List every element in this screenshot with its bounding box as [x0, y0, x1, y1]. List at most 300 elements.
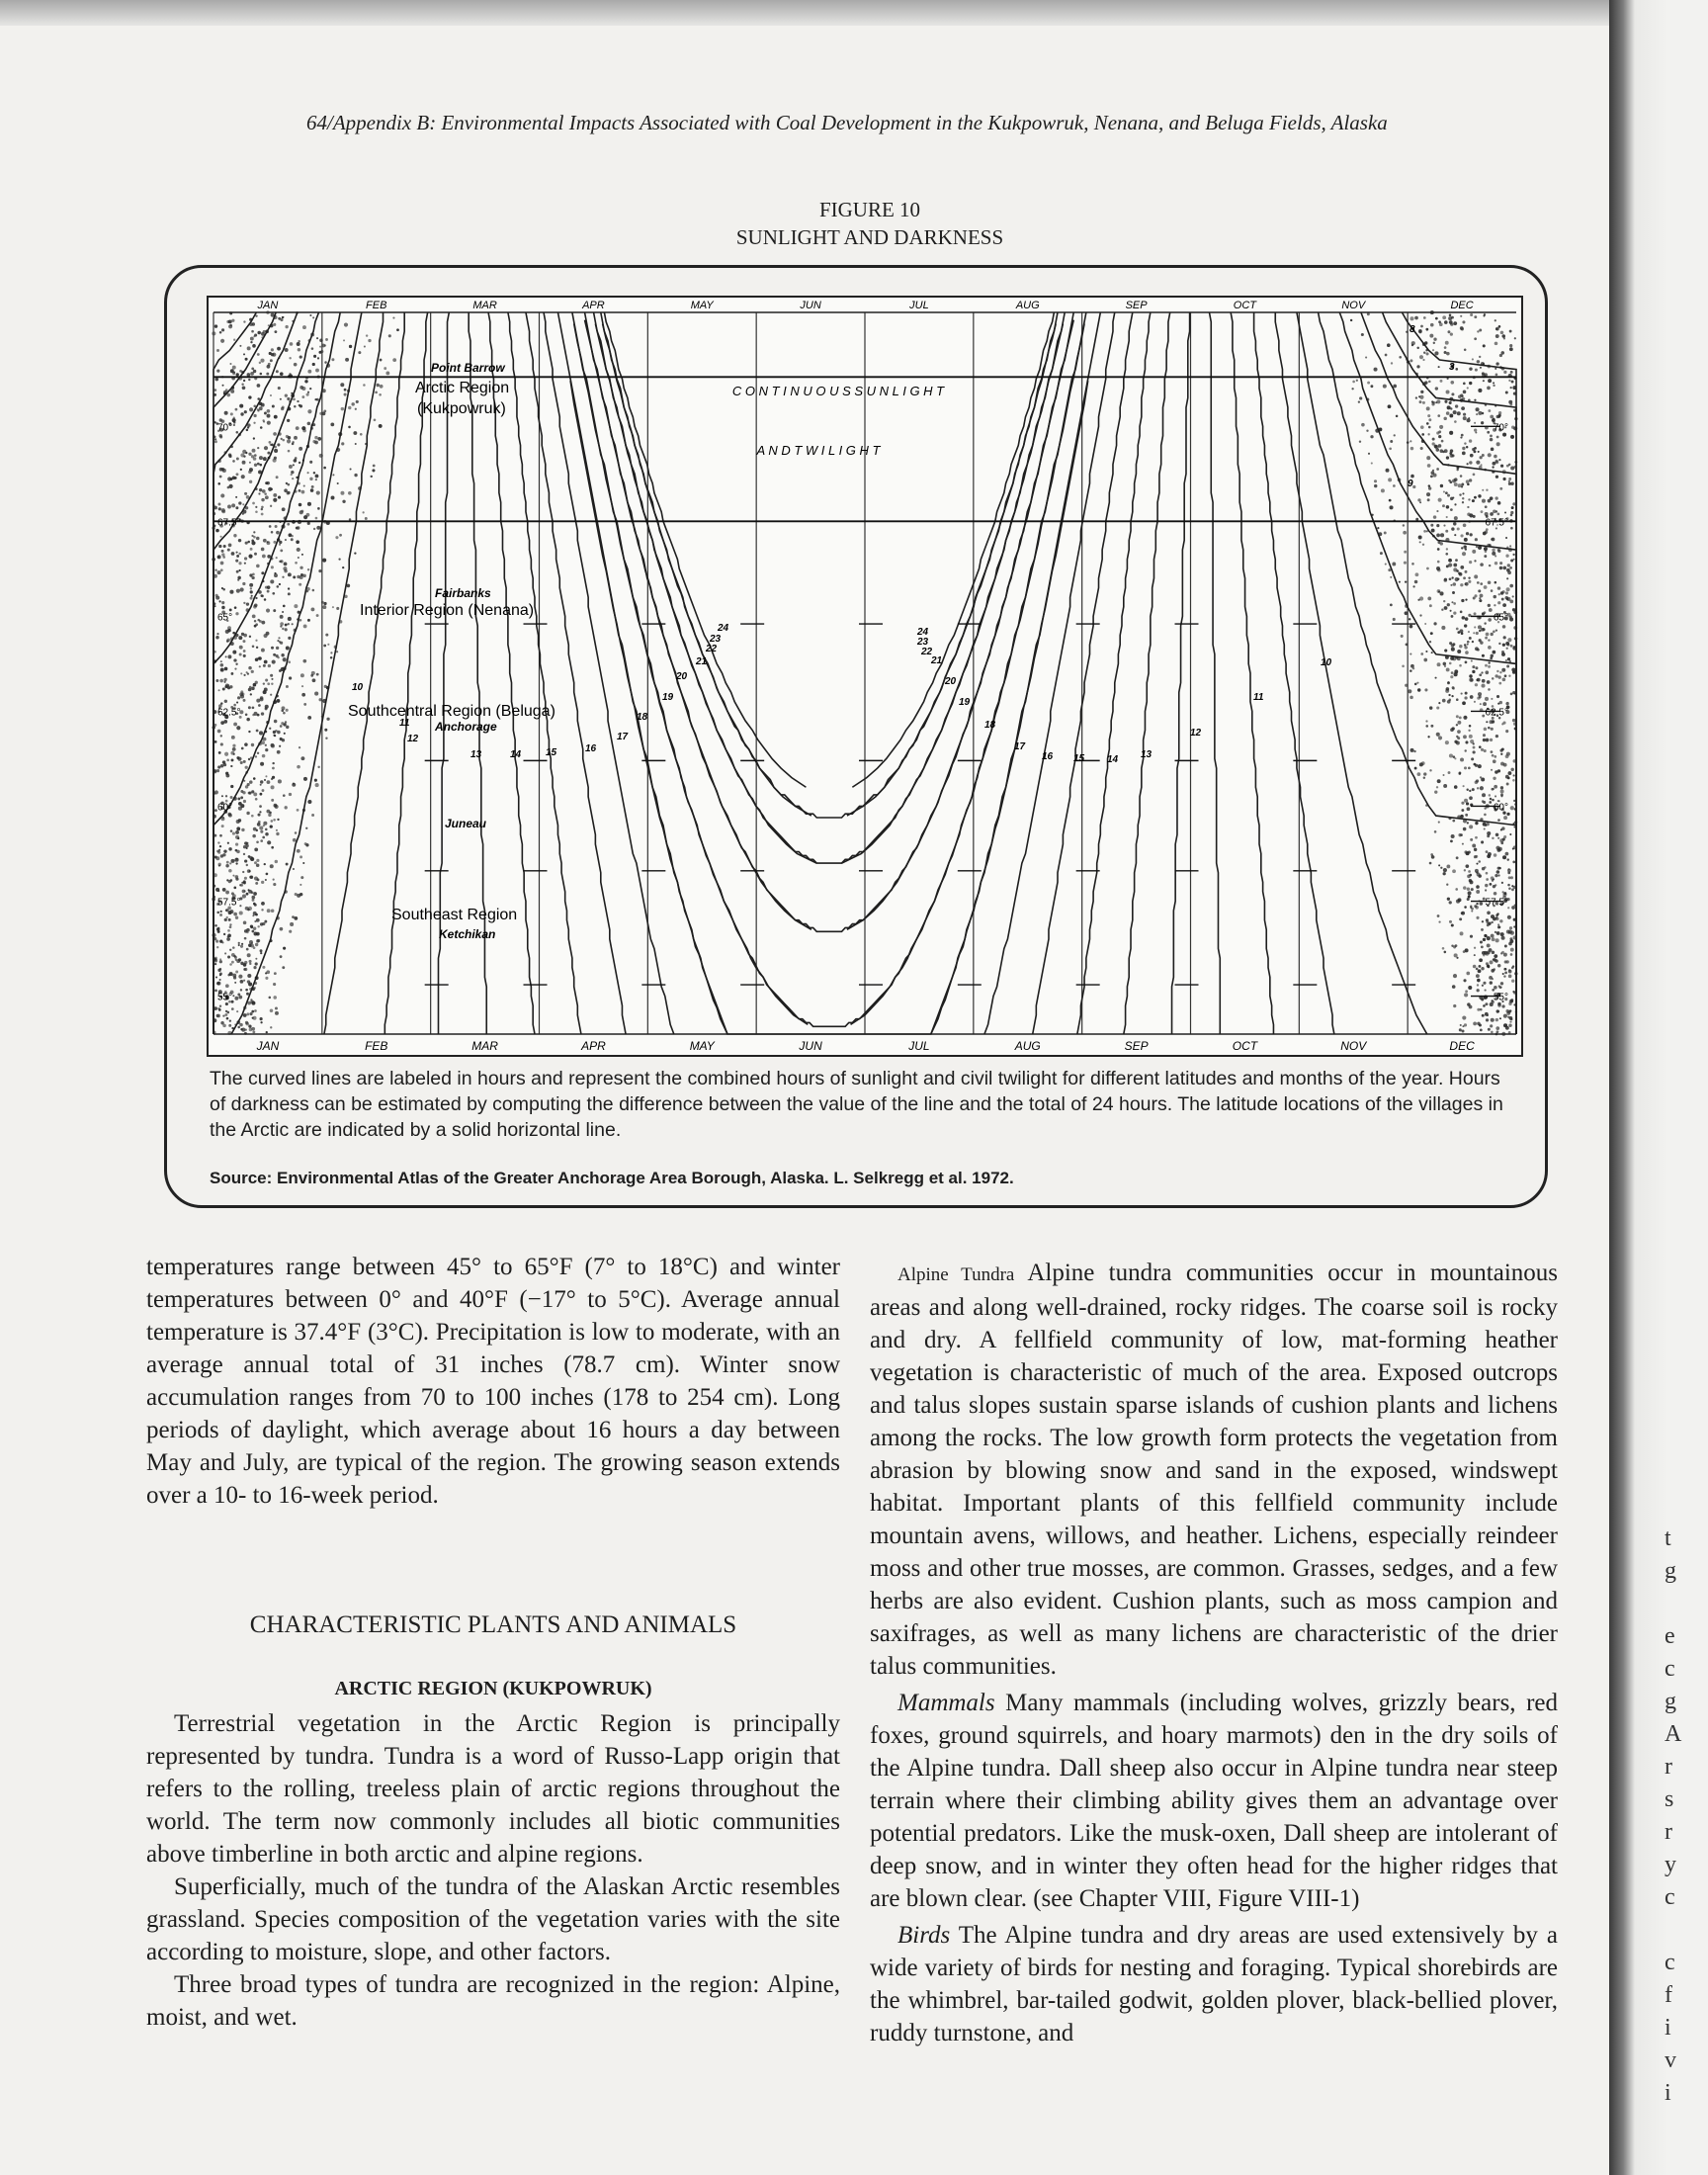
stipple-dot: [1490, 798, 1493, 801]
stipple-dot: [1420, 652, 1423, 655]
stipple-dot: [266, 608, 270, 612]
stipple-dot: [1437, 589, 1441, 593]
stipple-dot: [363, 384, 366, 387]
stipple-dot: [1488, 580, 1492, 584]
stipple-dot: [1440, 867, 1442, 869]
stipple-dot: [1429, 334, 1433, 338]
stipple-dot: [259, 456, 263, 460]
stipple-dot: [1443, 417, 1446, 420]
stipple-dot: [1481, 684, 1485, 688]
stipple-dot: [250, 944, 254, 948]
stipple-dot: [1490, 434, 1493, 437]
stipple-dot: [247, 869, 251, 873]
stipple-dot: [298, 340, 299, 342]
stipple-dot: [1478, 411, 1482, 415]
stipple-dot: [1374, 368, 1378, 372]
stipple-dot: [1512, 991, 1514, 993]
stipple-dot: [1509, 926, 1512, 929]
region-label: Interior Region (Nenana): [360, 602, 535, 619]
stipple-dot: [1460, 315, 1462, 317]
stipple-dot: [1452, 869, 1456, 873]
stipple-dot: [1473, 742, 1475, 744]
hour-label: 8: [1409, 324, 1415, 335]
stipple-dot: [264, 779, 266, 781]
latitude-label-right: 70°: [1493, 422, 1508, 434]
stipple-dot: [273, 879, 275, 881]
stipple-dot: [1491, 728, 1494, 731]
stipple-dot: [1429, 862, 1432, 865]
stipple-dot: [260, 839, 263, 842]
stipple-dot: [306, 513, 310, 517]
stipple-dot: [260, 830, 263, 833]
stipple-dot: [271, 566, 274, 568]
stipple-dot: [240, 690, 243, 693]
stipple-dot: [1432, 349, 1434, 351]
stipple-dot: [235, 612, 238, 615]
stipple-dot: [1483, 702, 1487, 706]
stipple-dot: [217, 555, 221, 559]
stipple-dot: [221, 601, 224, 604]
stipple-dot: [1488, 379, 1492, 383]
stipple-dot: [244, 890, 246, 892]
stipple-dot: [1493, 385, 1494, 387]
region-label: Fairbanks: [435, 586, 491, 600]
stipple-dot: [1455, 404, 1458, 407]
stipple-dot: [1510, 527, 1513, 530]
stipple-dot: [330, 422, 334, 426]
stipple-dot: [235, 849, 238, 852]
stipple-dot: [290, 922, 294, 926]
stipple-dot: [1500, 795, 1502, 797]
hour-label: 23: [710, 634, 722, 645]
stipple-dot: [1471, 888, 1474, 891]
stipple-dot: [1501, 598, 1504, 601]
stipple-dot: [1439, 425, 1443, 429]
stipple-dot: [1503, 1023, 1507, 1027]
stipple-dot: [253, 531, 255, 533]
stipple-dot: [1502, 855, 1506, 859]
stipple-dot: [1434, 830, 1437, 833]
stipple-dot: [1466, 446, 1468, 448]
month-label-bottom: NOV: [1340, 1039, 1367, 1053]
stipple-dot: [232, 460, 235, 463]
stipple-dot: [1497, 874, 1499, 876]
stipple-dot: [1476, 461, 1480, 465]
stipple-dot: [1474, 763, 1477, 766]
stipple-dot: [271, 678, 273, 680]
stipple-dot: [240, 945, 243, 948]
stipple-dot: [1501, 668, 1505, 672]
stipple-dot: [264, 446, 268, 450]
stipple-dot: [340, 383, 344, 387]
stipple-dot: [214, 924, 217, 927]
stipple-dot: [260, 1017, 263, 1020]
stipple-dot: [1430, 725, 1433, 728]
stipple-dot: [232, 946, 235, 949]
stipple-dot: [260, 594, 263, 597]
stipple-dot: [221, 606, 224, 609]
stipple-dot: [1448, 479, 1450, 481]
stipple-dot: [1429, 706, 1432, 709]
stipple-dot: [270, 579, 274, 583]
stipple-dot: [221, 795, 223, 797]
stipple-dot: [239, 646, 243, 650]
stipple-dot: [251, 896, 255, 900]
stipple-dot: [344, 389, 347, 392]
stipple-dot: [344, 393, 347, 396]
stipple-dot: [238, 636, 242, 640]
stipple-dot: [302, 862, 304, 864]
stipple-dot: [1445, 341, 1449, 345]
stipple-dot: [248, 379, 250, 381]
stipple-dot: [1474, 422, 1476, 424]
stipple-dot: [232, 651, 236, 654]
stipple-dot: [232, 747, 236, 751]
stipple-dot: [1409, 618, 1410, 620]
stipple-dot: [237, 993, 240, 996]
stipple-dot: [289, 676, 292, 679]
stipple-dot: [248, 555, 252, 559]
stipple-dot: [226, 640, 229, 643]
stipple-dot: [221, 825, 224, 827]
stipple-dot: [266, 1031, 268, 1033]
stipple-dot: [214, 389, 217, 392]
stipple-dot: [1482, 793, 1486, 797]
stipple-dot: [1389, 447, 1392, 450]
stipple-dot: [247, 373, 251, 377]
stipple-dot: [1462, 447, 1465, 450]
stipple-dot: [219, 834, 222, 837]
stipple-dot: [1503, 968, 1506, 971]
stipple-dot: [1450, 333, 1453, 336]
stipple-dot: [1450, 449, 1453, 452]
stipple-dot: [1495, 496, 1498, 499]
stipple-dot: [1454, 953, 1458, 957]
stipple-dot: [1482, 499, 1486, 503]
stipple-dot: [265, 495, 269, 499]
stipple-dot: [1508, 675, 1510, 677]
stipple-dot: [1429, 769, 1431, 771]
stipple-dot: [324, 361, 327, 364]
hour-label: 11: [1253, 692, 1264, 703]
stipple-dot: [302, 659, 306, 663]
stipple-dot: [1469, 674, 1472, 677]
stipple-dot: [1387, 343, 1391, 347]
stipple-dot: [1454, 420, 1457, 423]
stipple-dot: [1426, 422, 1429, 425]
stipple-dot: [1467, 506, 1469, 508]
stipple-dot: [1444, 951, 1447, 954]
stipple-dot: [229, 963, 232, 966]
hour-label: 10: [1321, 657, 1332, 668]
stipple-dot: [1500, 932, 1504, 936]
latitude-label-left: 70°: [217, 422, 233, 434]
stipple-dot: [224, 411, 228, 415]
stipple-dot: [258, 704, 261, 707]
stipple-dot: [221, 550, 224, 553]
stipple-dot: [1476, 916, 1479, 919]
stipple-dot: [260, 952, 262, 954]
stipple-dot: [324, 344, 326, 346]
stipple-dot: [1443, 872, 1446, 875]
stipple-dot: [1482, 800, 1485, 803]
stipple-dot: [1467, 888, 1470, 891]
stipple-dot: [256, 699, 260, 703]
stipple-dot: [1474, 947, 1476, 949]
stipple-dot: [253, 536, 256, 539]
stipple-dot: [243, 760, 246, 763]
stipple-dot: [270, 1009, 274, 1013]
stipple-dot: [1462, 843, 1464, 845]
stipple-dot: [1465, 990, 1468, 993]
stipple-dot: [1489, 608, 1493, 612]
stipple-dot: [1428, 381, 1431, 384]
paragraph: Superficially, much of the tundra of the Alaskan Arctic resembles grassland. Species composition of the vegetation varies with the site according to moisture, slope, and other factors.: [146, 1873, 840, 1965]
stipple-dot: [228, 484, 232, 488]
stipple-dot: [1464, 850, 1467, 853]
stipple-dot: [227, 842, 229, 844]
stipple-dot: [1488, 665, 1491, 668]
stipple-dot: [231, 503, 235, 507]
hour-label: 9: [1408, 478, 1413, 489]
stipple-dot: [248, 889, 250, 891]
stipple-dot: [351, 402, 354, 405]
stipple-dot: [286, 709, 289, 712]
stipple-dot: [1480, 563, 1484, 566]
stipple-dot: [256, 859, 259, 862]
stipple-dot: [1476, 407, 1480, 411]
stipple-dot: [1462, 395, 1464, 397]
stipple-dot: [1478, 451, 1480, 453]
stipple-dot: [1446, 391, 1450, 394]
stipple-dot: [1506, 783, 1509, 786]
stipple-dot: [277, 750, 281, 754]
stipple-dot: [1472, 665, 1475, 668]
stipple-dot: [298, 557, 299, 559]
stipple-dot: [1488, 646, 1492, 650]
stipple-dot: [1487, 680, 1491, 684]
stipple-dot: [1474, 574, 1478, 578]
stipple-dot: [1450, 839, 1453, 842]
stipple-dot: [279, 541, 282, 544]
stipple-dot: [1404, 562, 1407, 565]
stipple-dot: [1488, 453, 1492, 457]
stipple-dot: [238, 996, 242, 1000]
stipple-dot: [1402, 665, 1405, 668]
stipple-dot: [1468, 895, 1471, 898]
stipple-dot: [1478, 692, 1482, 696]
stipple-dot: [1431, 529, 1435, 533]
stipple-dot: [299, 489, 301, 492]
stipple-dot: [257, 331, 261, 335]
stipple-dot: [1453, 522, 1456, 525]
stipple-dot: [1415, 396, 1417, 398]
stipple-dot: [246, 603, 249, 606]
stipple-dot: [299, 566, 302, 569]
stipple-dot: [1438, 430, 1441, 433]
stipple-dot: [301, 395, 304, 398]
stipple-dot: [1505, 730, 1508, 733]
stipple-dot: [1390, 604, 1393, 607]
stipple-dot: [1453, 582, 1457, 586]
stipple-dot: [1453, 602, 1456, 605]
stipple-dot: [1494, 785, 1497, 789]
stipple-dot: [1512, 719, 1515, 722]
stipple-dot: [255, 914, 258, 916]
stipple-dot: [384, 367, 386, 370]
stipple-dot: [1514, 337, 1516, 339]
stipple-dot: [1483, 734, 1486, 737]
stipple-dot: [223, 678, 226, 681]
stipple-dot: [235, 971, 238, 974]
stipple-dot: [271, 348, 274, 351]
stipple-dot: [1494, 455, 1497, 459]
stipple-dot: [1509, 347, 1513, 351]
stipple-dot: [263, 682, 265, 684]
stipple-dot: [217, 930, 220, 933]
stipple-dot: [1424, 688, 1427, 691]
stipple-dot: [244, 557, 247, 560]
stipple-dot: [217, 482, 220, 485]
stipple-dot: [1501, 351, 1505, 355]
stipple-dot: [1455, 888, 1458, 891]
stipple-dot: [1496, 670, 1498, 672]
stipple-dot: [326, 718, 329, 721]
stipple-dot: [1476, 632, 1479, 635]
stipple-dot: [232, 832, 235, 835]
stipple-dot: [1446, 548, 1448, 550]
stipple-dot: [1504, 945, 1507, 948]
stipple-dot: [338, 558, 340, 560]
stipple-dot: [1385, 564, 1387, 566]
run-in-head: Alpine Tundra: [897, 1264, 1015, 1285]
stipple-dot: [299, 355, 302, 358]
stipple-dot: [252, 573, 255, 576]
region-label: Southcentral Region (Beluga): [348, 703, 555, 720]
stipple-dot: [285, 628, 288, 631]
stipple-dot: [1471, 757, 1474, 760]
stipple-dot: [257, 463, 260, 466]
stipple-dot: [1452, 656, 1456, 660]
stipple-dot: [1485, 1002, 1488, 1005]
stipple-dot: [1510, 514, 1513, 517]
stipple-dot: [1464, 442, 1466, 444]
region-label: (Kukpowruk): [417, 400, 506, 417]
stipple-dot: [271, 778, 273, 780]
stipple-dot: [291, 471, 294, 474]
stipple-dot: [217, 851, 220, 854]
stipple-dot: [299, 386, 303, 390]
stipple-dot: [1438, 864, 1440, 866]
stipple-dot: [1478, 625, 1482, 629]
stipple-dot: [1506, 1011, 1510, 1015]
stipple-dot: [220, 911, 222, 913]
stipple-dot: [1487, 431, 1490, 434]
stipple-dot: [314, 436, 317, 439]
stipple-dot: [1466, 789, 1468, 791]
stipple-dot: [1503, 892, 1506, 895]
stipple-dot: [1446, 352, 1450, 356]
stipple-dot: [1469, 735, 1473, 739]
stipple-dot: [1477, 1008, 1480, 1011]
stipple-dot: [242, 386, 246, 390]
stipple-dot: [271, 743, 275, 747]
stipple-dot: [1486, 633, 1490, 637]
stipple-dot: [1446, 505, 1449, 508]
stipple-dot: [241, 475, 245, 478]
stipple-dot: [1507, 871, 1510, 874]
stipple-dot: [256, 829, 258, 831]
stipple-dot: [1459, 716, 1462, 719]
stipple-dot: [1498, 593, 1500, 595]
latitude-label-right: 67.5°: [1485, 517, 1508, 529]
stipple-dot: [1478, 494, 1481, 497]
stipple-dot: [1510, 693, 1513, 696]
stipple-dot: [284, 733, 286, 735]
stipple-dot: [1489, 948, 1493, 952]
paragraph-mammals: [870, 1687, 1558, 1915]
stipple-dot: [252, 1030, 255, 1033]
stipple-dot: [254, 861, 257, 864]
stipple-dot: [1394, 434, 1396, 436]
stipple-dot: [1497, 837, 1499, 839]
stipple-dot: [283, 947, 286, 950]
stipple-dot: [229, 925, 232, 928]
stipple-dot: [1438, 444, 1442, 448]
stipple-dot: [260, 784, 262, 786]
stipple-dot: [1425, 725, 1428, 728]
stipple-dot: [230, 879, 233, 882]
stipple-dot: [229, 363, 231, 365]
stipple-dot: [243, 654, 246, 657]
stipple-dot: [276, 647, 279, 650]
stipple-dot: [248, 982, 252, 986]
month-label-bottom: JAN: [256, 1039, 280, 1053]
stipple-dot: [217, 841, 219, 843]
stipple-dot: [1463, 886, 1466, 889]
stipple-dot: [289, 533, 293, 537]
stipple-dot: [1460, 611, 1463, 614]
stipple-dot: [1505, 591, 1508, 594]
stipple-dot: [1494, 342, 1498, 346]
stipple-dot: [216, 349, 219, 352]
month-label-top: DEC: [1450, 300, 1474, 311]
stipple-dot: [1460, 475, 1463, 478]
stipple-dot: [1460, 534, 1463, 537]
stipple-dot: [1481, 967, 1484, 970]
stipple-dot: [1480, 641, 1483, 644]
stipple-dot: [231, 758, 234, 761]
stipple-dot: [276, 557, 278, 559]
stipple-dot: [229, 1019, 231, 1021]
stipple-dot: [1462, 320, 1465, 323]
stipple-dot: [251, 815, 254, 818]
stipple-dot: [1412, 585, 1414, 587]
stipple-dot: [254, 1009, 257, 1012]
stipple-dot: [231, 672, 234, 675]
stipple-dot: [1470, 678, 1473, 681]
stipple-dot: [1475, 538, 1478, 541]
stipple-dot: [227, 549, 230, 552]
stipple-dot: [219, 1005, 221, 1007]
stipple-dot: [222, 1024, 226, 1028]
stipple-dot: [280, 318, 283, 321]
stipple-dot: [1497, 923, 1499, 925]
stipple-dot: [1436, 786, 1438, 788]
stipple-dot: [1419, 400, 1422, 403]
stipple-dot: [250, 876, 253, 879]
stipple-dot: [319, 346, 321, 348]
